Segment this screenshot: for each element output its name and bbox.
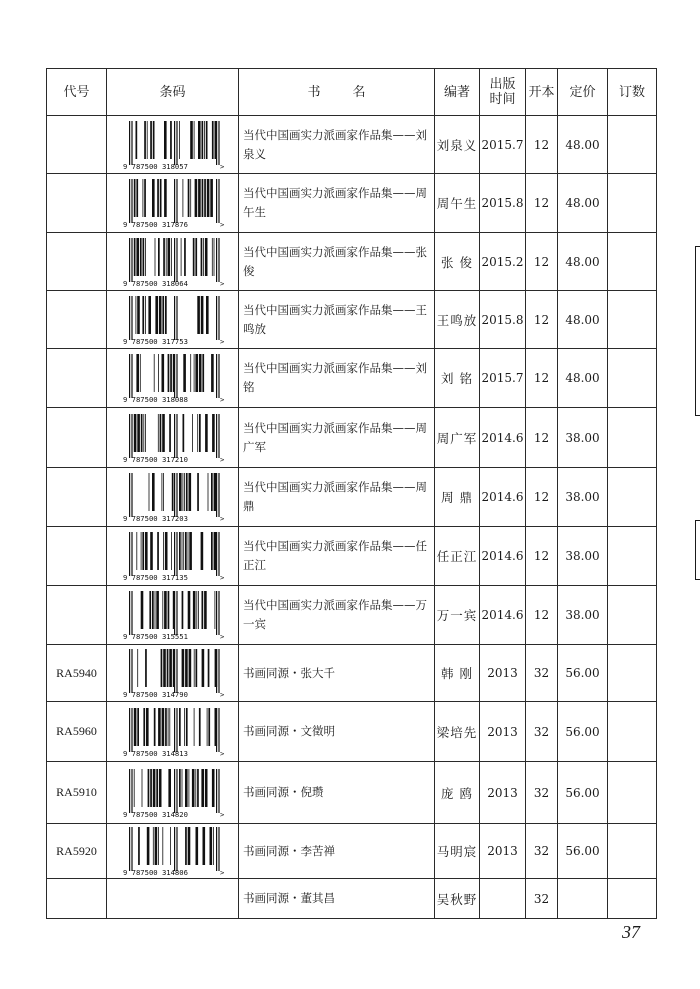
- cell-title: 书画同源・李苦禅: [239, 824, 435, 879]
- cell-author: 任正江: [435, 527, 480, 586]
- cell-order: [608, 527, 657, 586]
- cell-format: 32: [526, 824, 558, 879]
- header-title-text: 书名: [307, 84, 398, 100]
- barcode-digits: 9 787500 314806: [122, 868, 188, 877]
- cell-code: [47, 879, 107, 919]
- table-row: [47, 233, 657, 291]
- barcode-wrap: [107, 767, 238, 819]
- barcode-image: [121, 589, 225, 641]
- svg-text:>: >: [219, 690, 224, 699]
- table-row: [47, 702, 657, 762]
- barcode-wrap: [107, 647, 238, 699]
- cell-title: 当代中国画实力派画家作品集——周鼎: [239, 468, 435, 527]
- cell-author: 刘 铭: [435, 349, 480, 408]
- cell-barcode: [107, 233, 239, 291]
- cell-order: [608, 233, 657, 291]
- barcode-wrap: [107, 412, 238, 464]
- cell-date: 2014.6: [480, 527, 526, 586]
- cell-price: 56.00: [558, 762, 608, 824]
- cell-barcode: [107, 291, 239, 349]
- barcode-image: [121, 767, 225, 819]
- svg-text:>: >: [219, 161, 224, 171]
- cell-price: 48.00: [558, 233, 608, 291]
- cell-code: RA5940: [47, 645, 107, 702]
- cell-author: 吴秋野: [435, 879, 480, 919]
- cell-date: 2013: [480, 762, 526, 824]
- cell-code: [47, 586, 107, 645]
- barcode-image: [121, 471, 225, 523]
- barcode-wrap: [107, 471, 238, 523]
- cell-order: [608, 291, 657, 349]
- svg-text:>: >: [219, 278, 224, 288]
- page-number: 37: [622, 922, 640, 942]
- catalog-body: [47, 116, 657, 919]
- cell-format: 12: [526, 527, 558, 586]
- cell-order: [608, 586, 657, 645]
- svg-text:>: >: [219, 454, 224, 464]
- barcode-image: [121, 177, 225, 229]
- cell-author: 万一宾: [435, 586, 480, 645]
- cell-format: 12: [526, 586, 558, 645]
- table-row: [47, 291, 657, 349]
- barcode-image: [121, 294, 225, 346]
- header-title: [239, 69, 435, 116]
- barcode-image: [121, 647, 225, 699]
- cell-date: 2014.6: [480, 468, 526, 527]
- cell-date: 2015.8: [480, 174, 526, 233]
- cell-author: 周 鼎: [435, 468, 480, 527]
- table-row: [47, 116, 657, 174]
- barcode-digits: 9 787500 318088: [122, 395, 188, 404]
- cell-barcode: [107, 349, 239, 408]
- header-price: 定价: [558, 69, 608, 116]
- barcode-digits: 9 787500 317203: [122, 514, 188, 523]
- cell-price: 48.00: [558, 349, 608, 408]
- barcode-wrap: [107, 706, 238, 758]
- cell-title: 书画同源・文徵明: [239, 702, 435, 762]
- svg-text:>: >: [219, 220, 224, 229]
- cell-format: 12: [526, 116, 558, 174]
- barcode-wrap: [107, 119, 238, 171]
- cell-title: 当代中国画实力派画家作品集——周午生: [239, 174, 435, 233]
- cell-format: 12: [526, 349, 558, 408]
- header-date-line1: 出版: [489, 77, 516, 92]
- cell-code: [47, 468, 107, 527]
- svg-text:>: >: [219, 336, 224, 346]
- svg-text:>: >: [219, 748, 224, 758]
- table-row: [47, 408, 657, 468]
- cell-author: 王鸣放: [435, 291, 480, 349]
- table-row: [47, 174, 657, 233]
- cell-barcode: [107, 879, 239, 919]
- cell-format: 32: [526, 645, 558, 702]
- cell-title: 当代中国画实力派画家作品集——任正江: [239, 527, 435, 586]
- cell-date: 2015.8: [480, 291, 526, 349]
- book-catalog-table: [46, 68, 657, 919]
- cell-order: [608, 468, 657, 527]
- cell-date: 2014.6: [480, 408, 526, 468]
- table-row: [47, 527, 657, 586]
- cell-price: 38.00: [558, 468, 608, 527]
- cell-barcode: [107, 762, 239, 824]
- cell-code: RA5960: [47, 702, 107, 762]
- cell-price: 38.00: [558, 527, 608, 586]
- svg-text:>: >: [219, 514, 224, 523]
- barcode-wrap: [107, 825, 238, 877]
- cell-order: [608, 824, 657, 879]
- edge-tab-marker: [695, 520, 700, 580]
- barcode-digits: 9 787500 317135: [122, 573, 188, 582]
- barcode-digits: 9 787500 314820: [122, 809, 188, 819]
- cell-format: 12: [526, 233, 558, 291]
- cell-barcode: [107, 468, 239, 527]
- cell-order: [608, 349, 657, 408]
- cell-barcode: [107, 586, 239, 645]
- cell-author: 刘泉义: [435, 116, 480, 174]
- cell-date: [480, 879, 526, 919]
- cell-barcode: [107, 645, 239, 702]
- cell-barcode: [107, 824, 239, 879]
- barcode-digits: 9 787500 317210: [122, 454, 188, 464]
- cell-author: 周午生: [435, 174, 480, 233]
- cell-format: 32: [526, 702, 558, 762]
- cell-format: 12: [526, 291, 558, 349]
- cell-order: [608, 116, 657, 174]
- cell-price: 48.00: [558, 291, 608, 349]
- cell-price: 48.00: [558, 174, 608, 233]
- barcode-digits: 9 787500 317753: [122, 336, 188, 346]
- barcode-digits: 9 787500 315551: [122, 632, 188, 641]
- cell-format: 32: [526, 762, 558, 824]
- table-row: [47, 468, 657, 527]
- cell-order: [608, 762, 657, 824]
- cell-title: 当代中国画实力派画家作品集——刘泉义: [239, 116, 435, 174]
- header-date: [480, 69, 526, 116]
- barcode-image: [121, 236, 225, 288]
- cell-date: 2015.2: [480, 233, 526, 291]
- cell-order: [608, 408, 657, 468]
- header-format: 开本: [526, 69, 558, 116]
- cell-price: 38.00: [558, 408, 608, 468]
- header-barcode: 条码: [107, 69, 239, 116]
- cell-price: [558, 879, 608, 919]
- cell-title: 书画同源・张大千: [239, 645, 435, 702]
- cell-author: 马明宸: [435, 824, 480, 879]
- header-order: 订数: [608, 69, 657, 116]
- cell-format: 12: [526, 174, 558, 233]
- cell-code: [47, 408, 107, 468]
- barcode-digits: 9 787500 314790: [122, 690, 188, 699]
- cell-order: [608, 174, 657, 233]
- cell-title: 当代中国画实力派画家作品集——周广军: [239, 408, 435, 468]
- cell-code: [47, 527, 107, 586]
- cell-order: [608, 879, 657, 919]
- edge-tab-marker: [695, 246, 700, 416]
- cell-title: 当代中国画实力派画家作品集——万一宾: [239, 586, 435, 645]
- cell-order: [608, 645, 657, 702]
- header-row: [47, 69, 657, 116]
- barcode-digits: 9 787500 318064: [122, 278, 188, 288]
- cell-title: 当代中国画实力派画家作品集——张俊: [239, 233, 435, 291]
- svg-text:>: >: [219, 632, 224, 641]
- cell-title: 当代中国画实力派画家作品集——王鸣放: [239, 291, 435, 349]
- table-row: [47, 824, 657, 879]
- barcode-wrap: [107, 294, 238, 346]
- barcode-digits: 9 787500 317876: [122, 220, 188, 229]
- barcode-wrap: [107, 177, 238, 229]
- svg-text:>: >: [219, 573, 224, 582]
- cell-author: 梁培先: [435, 702, 480, 762]
- barcode-image: [121, 352, 225, 404]
- table-row: [47, 879, 657, 919]
- cell-author: 张 俊: [435, 233, 480, 291]
- table-row: [47, 586, 657, 645]
- cell-author: 庞 鸥: [435, 762, 480, 824]
- cell-date: 2013: [480, 645, 526, 702]
- cell-price: 38.00: [558, 586, 608, 645]
- cell-code: [47, 174, 107, 233]
- barcode-image: [121, 706, 225, 758]
- cell-code: [47, 291, 107, 349]
- cell-code: RA5910: [47, 762, 107, 824]
- table-row: [47, 645, 657, 702]
- cell-title: 书画同源・倪瓒: [239, 762, 435, 824]
- cell-barcode: [107, 527, 239, 586]
- barcode-wrap: [107, 530, 238, 582]
- svg-text:>: >: [219, 868, 224, 877]
- table-row: [47, 762, 657, 824]
- cell-code: [47, 349, 107, 408]
- cell-author: 周广军: [435, 408, 480, 468]
- barcode-wrap: [107, 352, 238, 404]
- barcode-wrap: [107, 236, 238, 288]
- cell-barcode: [107, 116, 239, 174]
- header-author: 编著: [435, 69, 480, 116]
- cell-date: 2013: [480, 702, 526, 762]
- cell-author: 韩 刚: [435, 645, 480, 702]
- barcode-digits: 9 787500 318057: [122, 161, 188, 171]
- cell-code: [47, 233, 107, 291]
- cell-price: 48.00: [558, 116, 608, 174]
- barcode-digits: 9 787500 314813: [122, 748, 188, 758]
- cell-format: 12: [526, 408, 558, 468]
- cell-price: 56.00: [558, 645, 608, 702]
- barcode-image: [121, 530, 225, 582]
- cell-title: 当代中国画实力派画家作品集——刘铭: [239, 349, 435, 408]
- cell-price: 56.00: [558, 702, 608, 762]
- cell-barcode: [107, 702, 239, 762]
- cell-barcode: [107, 174, 239, 233]
- barcode-image: [121, 825, 225, 877]
- header-date-line2: 时间: [489, 92, 516, 107]
- cell-date: 2014.6: [480, 586, 526, 645]
- cell-order: [608, 702, 657, 762]
- svg-text:>: >: [219, 395, 224, 404]
- barcode-image: [121, 119, 225, 171]
- cell-code: RA5920: [47, 824, 107, 879]
- cell-code: [47, 116, 107, 174]
- cell-barcode: [107, 408, 239, 468]
- cell-title: 书画同源・董其昌: [239, 879, 435, 919]
- barcode-image: [121, 412, 225, 464]
- cell-price: 56.00: [558, 824, 608, 879]
- cell-date: 2013: [480, 824, 526, 879]
- header-code: 代号: [47, 69, 107, 116]
- cell-date: 2015.7: [480, 349, 526, 408]
- cell-format: 12: [526, 468, 558, 527]
- cell-date: 2015.7: [480, 116, 526, 174]
- cell-format: 32: [526, 879, 558, 919]
- barcode-wrap: [107, 589, 238, 641]
- table-row: [47, 349, 657, 408]
- svg-text:>: >: [219, 809, 224, 819]
